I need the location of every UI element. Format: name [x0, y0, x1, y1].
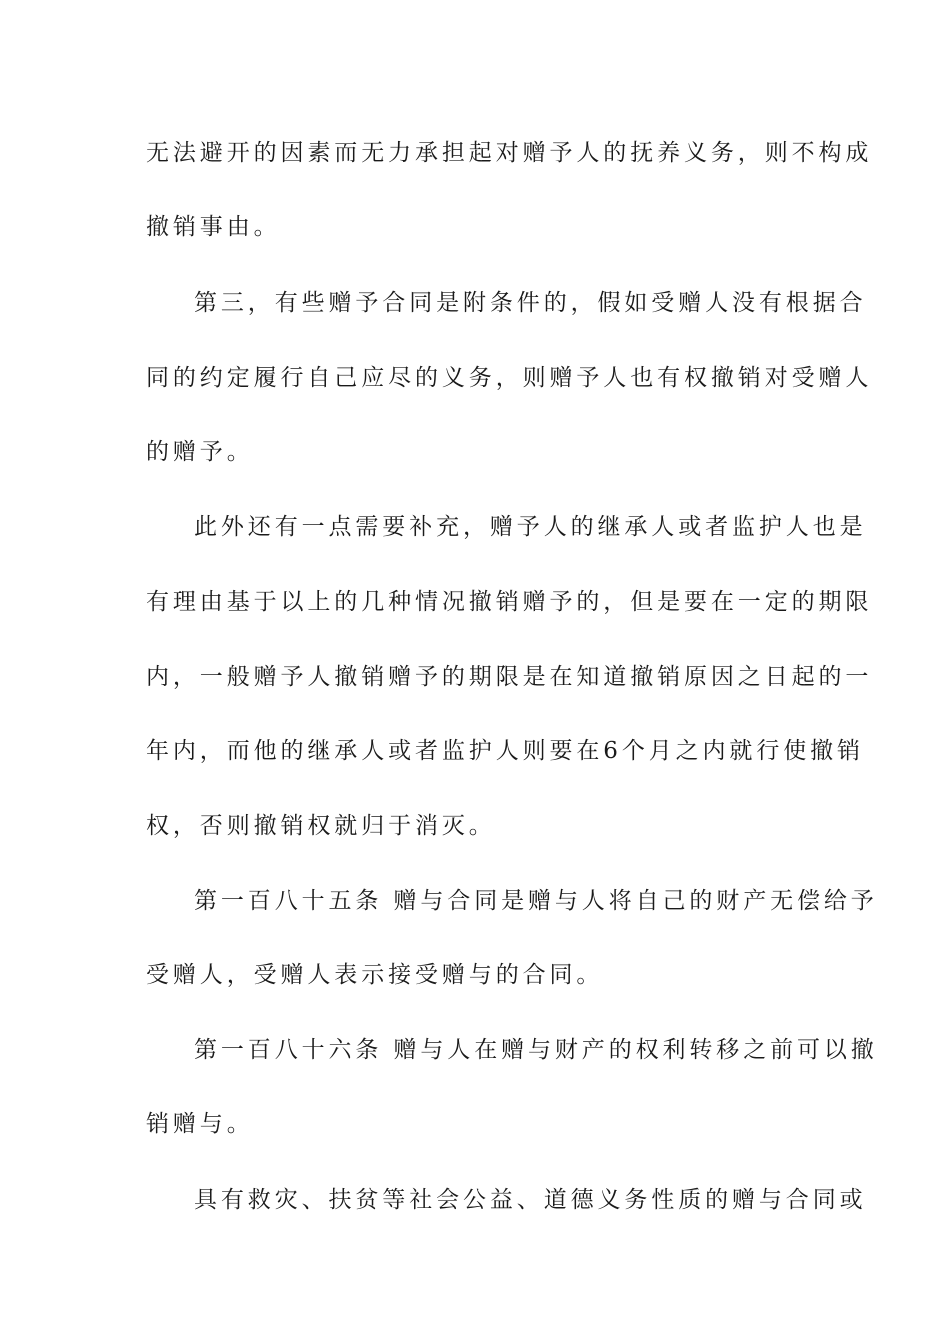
- text-line: 销赠与。: [146, 1111, 254, 1137]
- text-line: 年内，而他的继承人或者监护人则要在6个月之内就行使撤销: [146, 738, 864, 764]
- text-line: 有理由基于以上的几种情况撤销赠予的，但是要在一定的期限: [146, 589, 873, 615]
- text-line: 权，否则撤销权就归于消灭。: [146, 813, 496, 839]
- text-line: 撤销事由。: [146, 214, 281, 240]
- text-line: 内，一般赠予人撤销赠予的期限是在知道撤销原因之日起的一: [146, 664, 873, 690]
- text-line: 受赠人，受赠人表示接受赠与的合同。: [146, 962, 604, 988]
- paragraph-start-line: 第三，有些赠予合同是附条件的，假如受赠人没有根据合: [194, 290, 867, 316]
- text-line: 同的约定履行自己应尽的义务，则赠予人也有权撤销对受赠人: [146, 365, 873, 391]
- paragraph-start-line: 第一百八十五条 赠与合同是赠与人将自己的财产无偿给予: [194, 888, 878, 914]
- text-line: 无法避开的因素而无力承担起对赠予人的抚养义务，则不构成: [146, 140, 873, 166]
- text-line: 的赠予。: [146, 439, 254, 465]
- paragraph-start-line: 第一百八十六条 赠与人在赠与财产的权利转移之前可以撤: [194, 1037, 878, 1063]
- paragraph-start-line: 具有救灾、扶贫等社会公益、道德义务性质的赠与合同或: [194, 1187, 867, 1213]
- paragraph-start-line: 此外还有一点需要补充，赠予人的继承人或者监护人也是: [194, 514, 867, 540]
